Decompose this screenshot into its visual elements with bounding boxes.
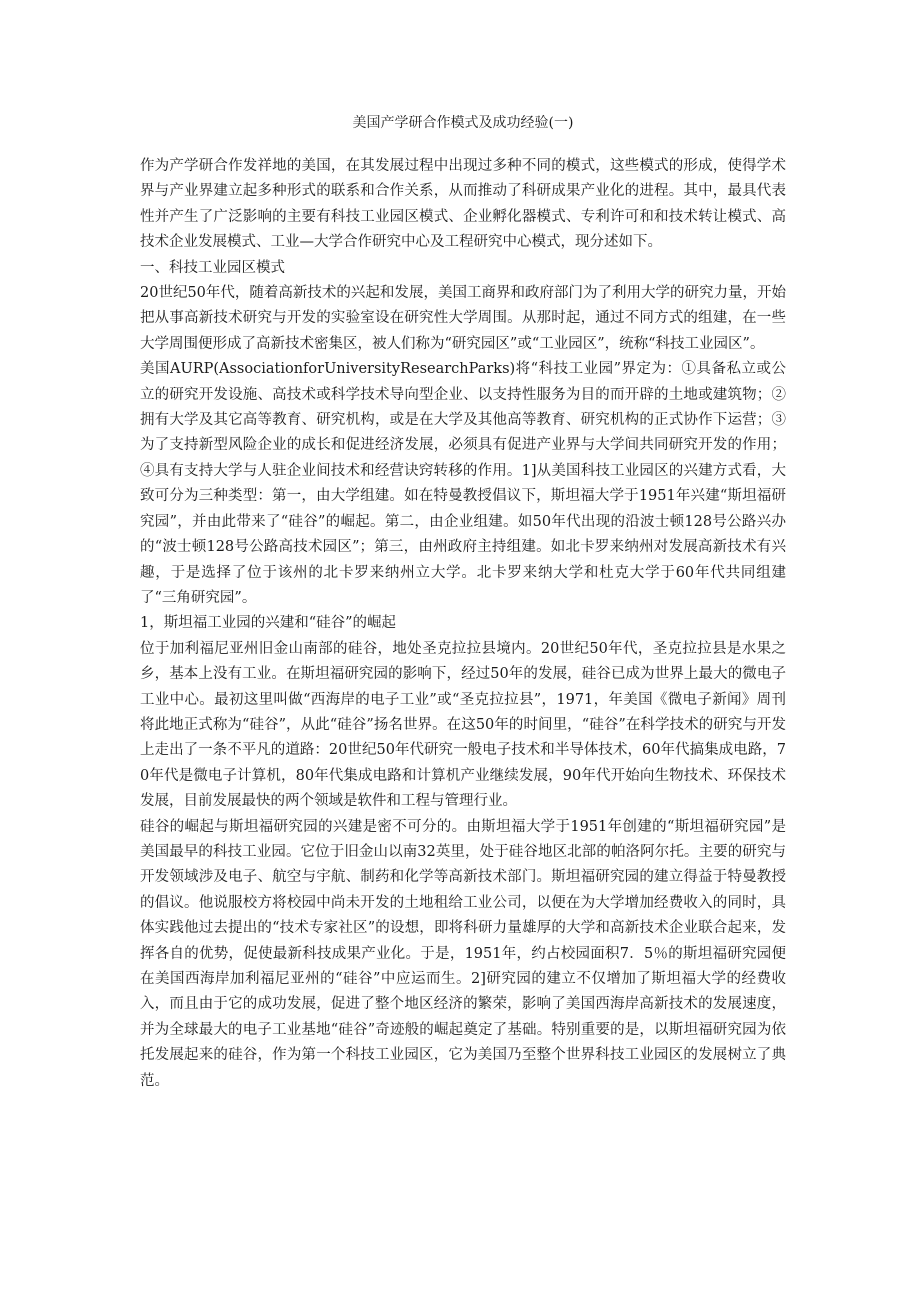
body-paragraph: 20世纪50年代，随着高新技术的兴起和发展，美国工商界和政府部门为了利用大学的研究力量，开始把从事高新技术研究与开发的实验室设在研究性大学周围。从那时起，通过不同方式的组建，在一些大学周围便形成了高新技术密集区，被人们称为“研究园区”或“工业园区”，统称“科技工业园区”。 — [140, 285, 786, 352]
section-heading: 一、科技工业园区模式 — [140, 259, 285, 276]
document-page — [140, 112, 786, 1094]
subsection-heading: 1，斯坦福工业园的兴建和“硅谷”的崛起 — [140, 615, 397, 632]
intro-paragraph: 作为产学研合作发祥地的美国，在其发展过程中出现过多种不同的模式，这些模式的形成，使得学术界与产业界建立起多种形式的联系和合作关系，从而推动了科研成果产业化的进程。其中，最具代表性并产生了广泛影响的主要有科技工业园区模式、企业孵化器模式、专利许可和和技术转让模式、高技术企业发展模式、工业—大学合作研究中心及工程研究中心模式，现分述如下。 — [140, 158, 786, 251]
document-title: 美国产学研合作模式及成功经验(一) — [352, 115, 574, 131]
body-paragraph: 位于加利福尼亚州旧金山南部的硅谷，地处圣克拉拉县境内。20世纪50年代，圣克拉拉县是水果之乡，基本上没有工业。在斯坦福研究园的影响下，经过50年的发展，硅谷已成为世界上最大的微电子工业中心。最初这里叫做“西海岸的电子工业”或“圣克拉拉县”，1971，年美国《微电子新闻》周刊将此地正式称为“硅谷”，从此“硅谷”扬名世界。在这50年的时间里，“硅谷”在科学技术的研究与开发上走出了一条不平凡的道路：20世纪50年代研究一般电子技术和半导体技术，60年代搞集成电路，70年代是微电子计算机，80年代集成电路和计算机产业继续发展，90年代开始向生物技术、环保技术发展，目前发展最快的两个领域是软件和工程与管理行业。 — [140, 640, 786, 810]
body-paragraph: 硅谷的崛起与斯坦福研究园的兴建是密不可分的。由斯坦福大学于1951年创建的“斯坦福研究园”是美国最早的科技工业园。它位于旧金山以南32英里，处于硅谷地区北部的帕洛阿尔托。主要的研究与开发领域涉及电子、航空与宇航、制药和化学等高新技术部门。斯坦福研究园的建立得益于特曼教授的倡议。他说服校方将校园中尚未开发的土地租给工业公司，以便在为大学增加经费收入的同时，具体实践他过去提出的“技术专家社区”的设想，即将科研力量雄厚的大学和高新技术企业联合起来，发挥各自的优势，促使最新科技成果产业化。于是，1951年，约占校园面积7．5％的斯坦福研究园便在美国西海岸加利福尼亚州的“硅谷”中应运而生。2]研究园的建立不仅增加了斯坦福大学的经费收入，而且由于它的成功发展，促进了整个地区经济的繁荣，影响了美国西海岸高新技术的发展速度，并为全球最大的电子工业基地“硅谷”奇迹般的崛起奠定了基础。特别重要的是，以斯坦福研究园为依托发展起来的硅谷，作为第一个科技工业园区，它为美国乃至整个世界科技工业园区的发展树立了典范。 — [140, 818, 786, 1089]
body-paragraph: 美国AURP(AssociationforUniversityResearchParks)将“科技工业园”界定为：①具备私立或公立的研究开发设施、高技术或科学技术导向型企业、以支持性服务为目的而开辟的土地或建筑物；②拥有大学及其它高等教育、研究机构，或是在大学及其他高等教育、研究机构的正式协作下运营；③为了支持新型风险企业的成长和促进经济发展，必须具有促进产业界与大学间共同研究开发的作用；④具有支持大学与人驻企业间技术和经营诀窍转移的作用。1]从美国科技工业园区的兴建方式看，大致可分为三种类型：第一，由大学组建。如在特曼教授倡议下，斯坦福大学于1951年兴建“斯坦福研究园”，并由此带来了“硅谷”的崛起。第二，由企业组建。如50年代出现的沿波士顿128号公路兴办的“波士顿128号公路高技术园区”；第三，由州政府主持组建。如北卡罗来纳州对发展高新技术有兴趣，于是选择了位于该州的北卡罗来纳州立大学。北卡罗来纳大学和杜克大学于60年代共同组建了“三角研究园”。 — [140, 361, 786, 606]
